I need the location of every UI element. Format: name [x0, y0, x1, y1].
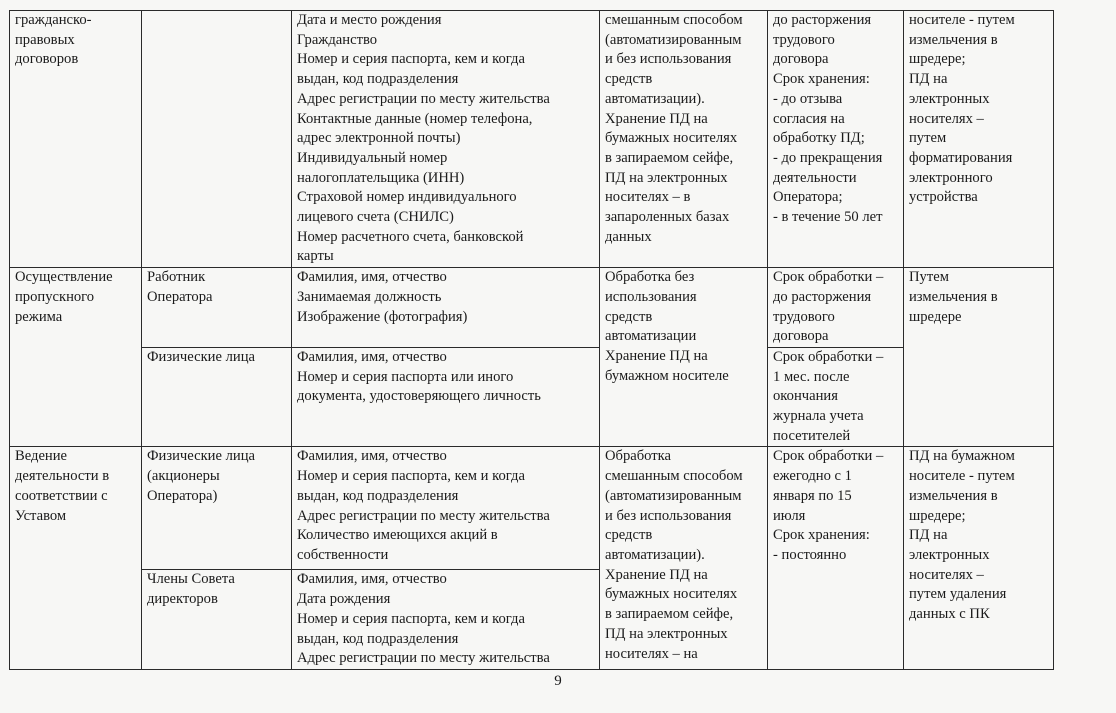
- cell-line: бумажных носителях: [605, 586, 738, 603]
- cell-line: соответствии с: [15, 487, 108, 504]
- cell-line: носителях – на: [605, 645, 698, 662]
- cell-line: носителях –: [909, 110, 984, 127]
- cell-line: Индивидуальный номер: [297, 149, 448, 166]
- cell-line: Физические лица: [147, 448, 255, 465]
- processing-method-cell: [600, 447, 768, 670]
- cell-line: Оператора: [147, 288, 213, 305]
- cell-line: Количество имеющихся акций в: [297, 527, 498, 544]
- cell-line: шредере: [909, 308, 962, 325]
- cell-line: электронных: [909, 90, 990, 107]
- cell-line: Фамилия, имя, отчество: [297, 448, 447, 465]
- cell-line: ПД на электронных: [605, 169, 728, 186]
- cell-line: выдан, код подразделения: [297, 487, 459, 504]
- cell-line: (автоматизированным: [605, 31, 742, 48]
- cell-line: Осуществление: [15, 269, 113, 286]
- cell-line: директоров: [147, 591, 218, 608]
- cell-line: путем удаления: [909, 586, 1007, 603]
- cell-line: Обработка: [605, 448, 671, 465]
- cell-line: Фамилия, имя, отчество: [297, 571, 447, 588]
- cell-line: электронных: [909, 546, 990, 563]
- cell-line: трудового: [773, 308, 835, 325]
- processing-method-cell: [600, 268, 768, 447]
- cell-line: адрес электронной почты): [297, 130, 461, 147]
- cell-line: носителе - путем: [909, 12, 1015, 28]
- data-list-cell: [292, 447, 600, 570]
- cell-line: деятельности: [773, 169, 857, 186]
- cell-line: - в течение 50 лет: [773, 209, 883, 226]
- cell-line: запароленных базах: [605, 209, 730, 226]
- cell-line: до расторжения: [773, 288, 872, 305]
- purpose-cell: [10, 11, 142, 268]
- cell-line: гражданско-: [15, 12, 92, 28]
- cell-line: Страховой номер индивидуального: [297, 189, 517, 206]
- cell-line: смешанным способом: [605, 468, 743, 485]
- cell-line: шредере;: [909, 507, 966, 524]
- cell-line: лицевого счета (СНИЛС): [297, 209, 454, 226]
- cell-line: носителях –: [909, 566, 984, 583]
- cell-line: Срок обработки –: [773, 448, 884, 465]
- cell-line: июля: [773, 507, 806, 524]
- purpose-cell: [10, 447, 142, 670]
- cell-line: Гражданство: [297, 31, 378, 48]
- terms-cell: [768, 268, 904, 348]
- cell-line: деятельности в: [15, 468, 110, 485]
- cell-line: Хранение ПД на: [605, 566, 708, 583]
- cell-line: согласия на: [773, 110, 845, 127]
- cell-line: средств: [605, 71, 653, 88]
- cell-line: Хранение ПД на: [605, 347, 708, 364]
- cell-line: Номер и серия паспорта или иного: [297, 368, 514, 385]
- cell-line: ПД на бумажном: [909, 448, 1015, 465]
- cell-line: 1 мес. после: [773, 368, 850, 385]
- cell-line: измельчения в: [909, 288, 998, 305]
- cell-line: (акционеры: [147, 468, 220, 485]
- cell-line: носителях – в: [605, 189, 691, 206]
- cell-line: Адрес регистрации по месту жительства: [297, 90, 550, 107]
- cell-line: данных с ПК: [909, 606, 990, 623]
- personal-data-table: [9, 10, 1054, 670]
- cell-line: собственности: [297, 546, 389, 563]
- cell-line: Номер и серия паспорта, кем и когда: [297, 610, 525, 627]
- cell-line: правовых: [15, 31, 75, 48]
- cell-line: Срок обработки –: [773, 348, 884, 365]
- processing-method-cell: [600, 11, 768, 268]
- cell-line: Занимаемая должность: [297, 288, 442, 305]
- subjects-cell: [142, 11, 292, 268]
- destruction-method-cell: [904, 447, 1054, 670]
- cell-line: автоматизации).: [605, 546, 705, 563]
- cell-line: пропускного: [15, 288, 95, 305]
- cell-line: в запираемом сейфе,: [605, 606, 734, 623]
- data-list-cell: [292, 570, 600, 670]
- table-row: [10, 447, 1054, 570]
- cell-line: ежегодно с 1: [773, 468, 852, 485]
- cell-line: выдан, код подразделения: [297, 71, 459, 88]
- cell-line: журнала учета: [773, 408, 864, 425]
- cell-line: Срок обработки –: [773, 269, 884, 286]
- cell-line: ПД на электронных: [605, 625, 728, 642]
- cell-line: Обработка без: [605, 269, 695, 286]
- cell-line: режима: [15, 308, 63, 325]
- cell-line: смешанным способом: [605, 12, 743, 28]
- data-list-cell: [292, 268, 600, 348]
- cell-line: Дата и место рождения: [297, 12, 442, 28]
- data-list-cell: [292, 11, 600, 268]
- cell-line: Номер расчетного счета, банковской: [297, 228, 524, 245]
- cell-line: Путем: [909, 269, 949, 286]
- purpose-cell: [10, 268, 142, 447]
- subjects-cell: [142, 447, 292, 570]
- cell-line: Члены Совета: [147, 571, 235, 588]
- terms-cell: [768, 11, 904, 268]
- cell-line: Адрес регистрации по месту жительства: [297, 650, 550, 667]
- cell-line: до расторжения: [773, 12, 872, 28]
- cell-line: Контактные данные (номер телефона,: [297, 110, 533, 127]
- table-row: [10, 11, 1054, 268]
- cell-line: средств: [605, 527, 653, 544]
- cell-line: - постоянно: [773, 546, 847, 563]
- subjects-cell: [142, 347, 292, 447]
- cell-line: автоматизации: [605, 328, 697, 345]
- cell-line: электронного: [909, 169, 993, 186]
- cell-line: и без использования: [605, 51, 732, 68]
- cell-line: измельчения в: [909, 31, 998, 48]
- cell-line: шредере;: [909, 51, 966, 68]
- terms-cell: [768, 447, 904, 670]
- cell-line: налогоплательщика (ИНН): [297, 169, 465, 186]
- cell-line: - до отзыва: [773, 90, 843, 107]
- cell-line: данных: [605, 228, 652, 245]
- destruction-method-cell: [904, 268, 1054, 447]
- cell-line: Фамилия, имя, отчество: [297, 269, 447, 286]
- cell-line: носителе - путем: [909, 468, 1015, 485]
- cell-line: договора: [773, 51, 829, 68]
- cell-line: выдан, код подразделения: [297, 630, 459, 647]
- cell-line: Работник: [147, 269, 206, 286]
- cell-line: посетителей: [773, 427, 851, 444]
- cell-line: окончания: [773, 388, 838, 405]
- cell-line: ПД на: [909, 527, 948, 544]
- cell-line: Физические лица: [147, 348, 255, 365]
- cell-line: Номер и серия паспорта, кем и когда: [297, 468, 525, 485]
- cell-line: (автоматизированным: [605, 487, 742, 504]
- table-row: [10, 268, 1054, 348]
- cell-line: бумажных носителях: [605, 130, 738, 147]
- subjects-cell: [142, 268, 292, 348]
- cell-line: и без использования: [605, 507, 732, 524]
- cell-line: документа, удостоверяющего личность: [297, 388, 541, 405]
- cell-line: измельчения в: [909, 487, 998, 504]
- cell-line: Адрес регистрации по месту жительства: [297, 507, 550, 524]
- page-number: 9: [554, 673, 562, 689]
- cell-line: автоматизации).: [605, 90, 705, 107]
- cell-line: Оператора): [147, 487, 218, 504]
- cell-line: форматирования: [909, 149, 1013, 166]
- cell-line: Срок хранения:: [773, 527, 870, 544]
- cell-line: Номер и серия паспорта, кем и когда: [297, 51, 525, 68]
- cell-line: Дата рождения: [297, 591, 391, 608]
- cell-line: Фамилия, имя, отчество: [297, 348, 447, 365]
- cell-line: Изображение (фотография): [297, 308, 468, 325]
- subjects-cell: [142, 570, 292, 670]
- cell-line: Ведение: [15, 448, 68, 465]
- cell-line: бумажном носителе: [605, 367, 729, 384]
- cell-line: договоров: [15, 51, 79, 68]
- cell-line: Оператора;: [773, 189, 843, 206]
- cell-line: в запираемом сейфе,: [605, 149, 734, 166]
- cell-line: карты: [297, 248, 334, 265]
- cell-line: Уставом: [15, 507, 67, 524]
- destruction-method-cell: [904, 11, 1054, 268]
- terms-cell: [768, 347, 904, 447]
- cell-line: января по 15: [773, 487, 852, 504]
- cell-line: обработку ПД;: [773, 130, 865, 147]
- cell-line: путем: [909, 130, 947, 147]
- cell-line: трудового: [773, 31, 835, 48]
- table-row: [10, 347, 1054, 447]
- cell-line: ПД на: [909, 71, 948, 88]
- cell-line: устройства: [909, 189, 978, 206]
- cell-line: Срок хранения:: [773, 71, 870, 88]
- cell-line: средств: [605, 308, 653, 325]
- cell-line: использования: [605, 288, 697, 305]
- cell-line: договора: [773, 328, 829, 345]
- cell-line: - до прекращения: [773, 149, 883, 166]
- cell-line: Хранение ПД на: [605, 110, 708, 127]
- data-list-cell: [292, 347, 600, 447]
